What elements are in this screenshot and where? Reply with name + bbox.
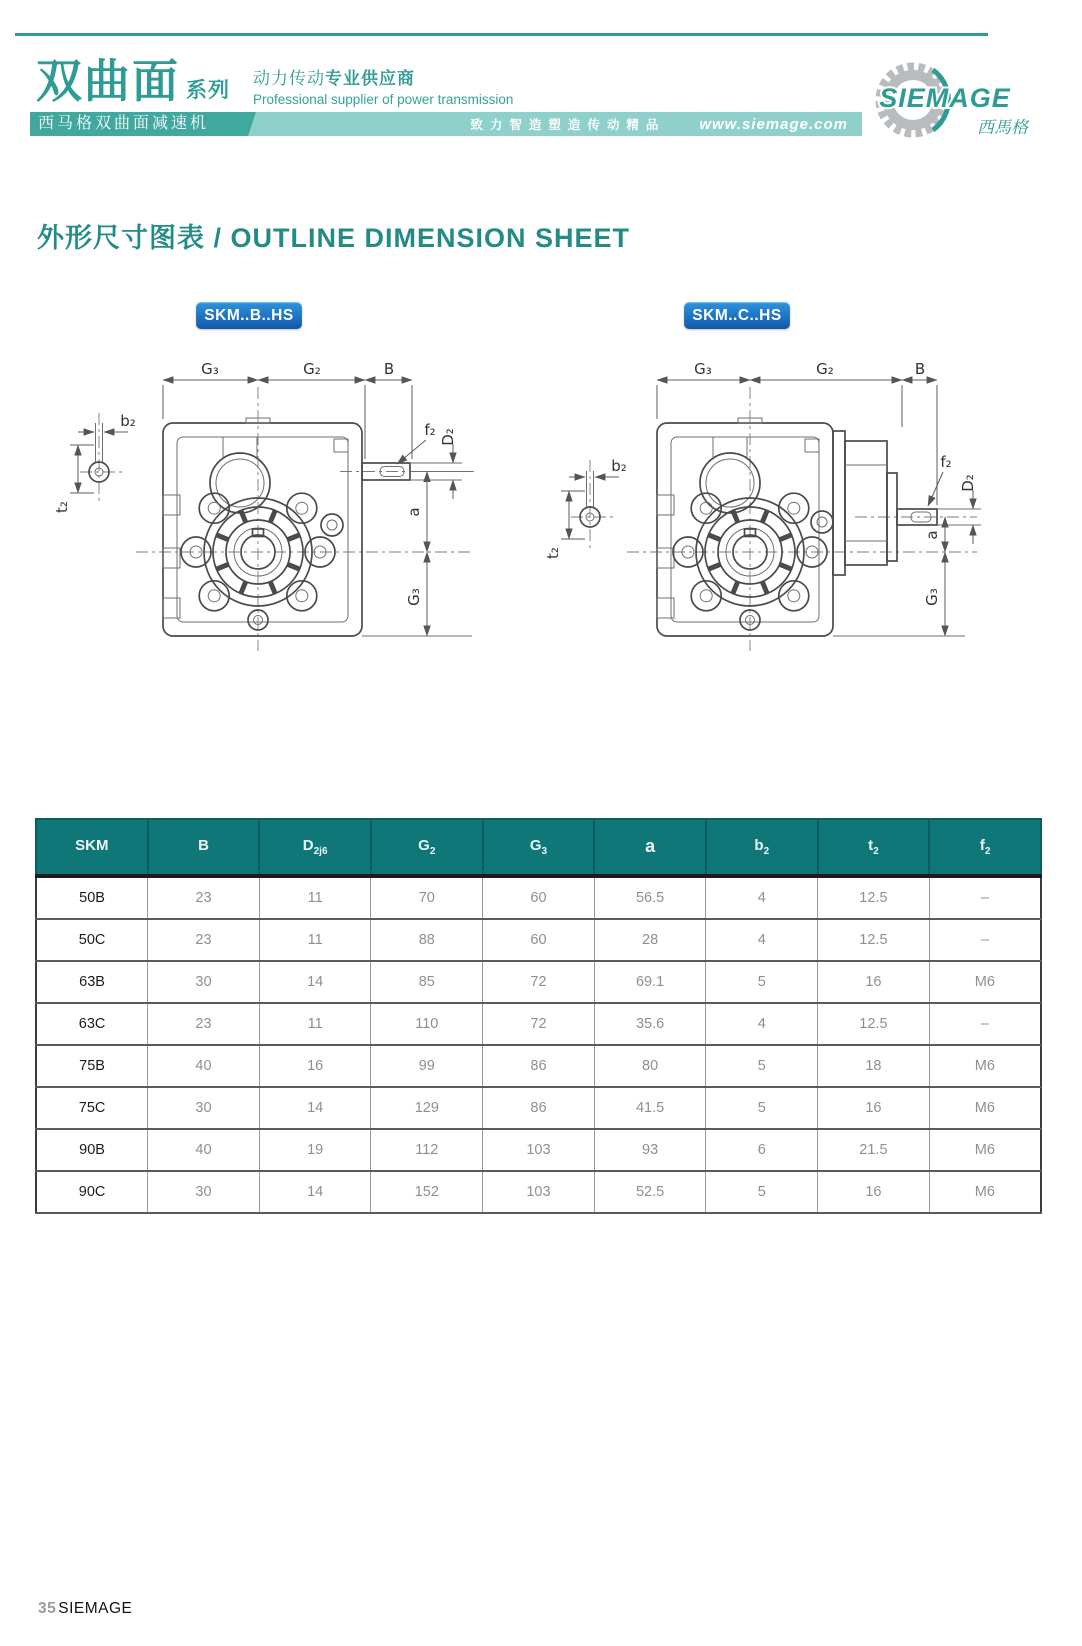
table-cell: 4 xyxy=(706,1003,818,1045)
col-header-d2j6: $D_{2j6}$ xyxy=(259,819,371,876)
col-header-t2: $t_2$ xyxy=(818,819,930,876)
header-banner xyxy=(30,112,862,136)
table-cell: 50C xyxy=(36,919,148,961)
dimension-table-body xyxy=(36,876,1041,1213)
table-cell: 16 xyxy=(259,1045,371,1087)
table-cell: 63B xyxy=(36,961,148,1003)
table-cell: 16 xyxy=(818,1087,930,1129)
dim-label-g3-side: G₃ xyxy=(405,588,423,606)
dim-label-f2: f₂ xyxy=(940,453,952,471)
dim-label-b2: b₂ xyxy=(611,457,627,475)
table-cell: – xyxy=(929,1003,1041,1045)
table-cell: 129 xyxy=(371,1087,483,1129)
col-header-skm: SKM xyxy=(36,819,148,876)
table-cell: 5 xyxy=(706,1087,818,1129)
table-cell: 103 xyxy=(483,1171,595,1213)
table-row-90b xyxy=(36,1129,1041,1171)
dim-label-a: a xyxy=(923,530,941,540)
dim-label-d2: D₂ xyxy=(959,474,977,492)
dim-label-f2: f₂ xyxy=(424,421,436,439)
table-cell: 72 xyxy=(483,1003,595,1045)
table-cell: 11 xyxy=(259,876,371,919)
table-cell: 103 xyxy=(483,1129,595,1171)
dim-label-t2: t₂ xyxy=(53,501,71,513)
side-bolt xyxy=(811,511,833,533)
table-cell: M6 xyxy=(929,1129,1041,1171)
table-cell: 52.5 xyxy=(594,1171,706,1213)
table-cell: 75C xyxy=(36,1087,148,1129)
col-header-b2: $b_2$ xyxy=(706,819,818,876)
table-row-63b xyxy=(36,961,1041,1003)
table-cell: 90C xyxy=(36,1171,148,1213)
tagline-en: Professional supplier of power transmission xyxy=(253,92,514,107)
top-rule xyxy=(15,33,988,36)
table-cell: 86 xyxy=(483,1087,595,1129)
table-cell: 11 xyxy=(259,1003,371,1045)
table-cell: 60 xyxy=(483,876,595,919)
table-cell: 14 xyxy=(259,961,371,1003)
siemage-logo xyxy=(845,50,1045,150)
outline-drawing-skm-c-hs xyxy=(525,345,985,655)
page-number: 35 xyxy=(38,1600,57,1617)
table-cell: 19 xyxy=(259,1129,371,1171)
table-cell: 70 xyxy=(371,876,483,919)
table-cell: 30 xyxy=(148,1087,260,1129)
outline-drawing-skm-b-hs xyxy=(40,345,500,655)
table-cell: 14 xyxy=(259,1087,371,1129)
centerlines xyxy=(571,387,977,651)
banner-slogan: 致力智造塑造传动精品 xyxy=(470,118,666,132)
dim-label-g3-side: G₃ xyxy=(923,588,941,606)
table-cell: 12.5 xyxy=(818,1003,930,1045)
tagline-cn xyxy=(253,64,513,89)
table-cell: 41.5 xyxy=(594,1087,706,1129)
table-cell: 56.5 xyxy=(594,876,706,919)
logo-cn-text: 西馬格 xyxy=(977,118,1028,137)
col-header-g2: $G_2$ xyxy=(371,819,483,876)
table-cell: 11 xyxy=(259,919,371,961)
table-cell: 16 xyxy=(818,1171,930,1213)
table-cell: 23 xyxy=(148,919,260,961)
table-cell: 18 xyxy=(818,1045,930,1087)
table-cell: – xyxy=(929,876,1041,919)
table-cell: 30 xyxy=(148,1171,260,1213)
page-footer xyxy=(38,1600,132,1618)
table-cell: 93 xyxy=(594,1129,706,1171)
page-title: 外形尺寸图表 / OUTLINE DIMENSION SHEET xyxy=(37,223,631,253)
series-title xyxy=(36,57,230,105)
table-cell: 60 xyxy=(483,919,595,961)
table-cell: 80 xyxy=(594,1045,706,1087)
table-cell: 14 xyxy=(259,1171,371,1213)
table-cell: 112 xyxy=(371,1129,483,1171)
table-cell: 152 xyxy=(371,1171,483,1213)
dim-label-d2: D₂ xyxy=(439,428,457,446)
centerlines xyxy=(80,387,474,651)
table-header-row xyxy=(36,819,1041,876)
table-cell: – xyxy=(929,919,1041,961)
dimension-table-head xyxy=(36,819,1041,876)
tagline-cn-bold: 专业供应商 xyxy=(325,69,415,88)
series-title-text: 双曲面 xyxy=(36,55,180,107)
table-cell: 21.5 xyxy=(818,1129,930,1171)
table-cell: 16 xyxy=(818,961,930,1003)
dim-label-b: B xyxy=(383,360,395,378)
table-cell: 40 xyxy=(148,1129,260,1171)
table-cell: M6 xyxy=(929,1171,1041,1213)
table-cell: 88 xyxy=(371,919,483,961)
table-row-50b xyxy=(36,876,1041,919)
dim-label-g2: G₂ xyxy=(303,360,321,378)
tagline-cn-normal: 动力传动 xyxy=(253,69,325,88)
dimension-table xyxy=(35,818,1042,1214)
side-bolt xyxy=(321,514,343,536)
dim-label-g3-top: G₃ xyxy=(694,360,712,378)
table-cell: 50B xyxy=(36,876,148,919)
col-header-a: a xyxy=(594,819,706,876)
dim-label-t2: t₂ xyxy=(544,547,562,559)
dim-label-b2: b₂ xyxy=(120,412,136,430)
banner-right xyxy=(470,112,848,136)
table-cell: 35.6 xyxy=(594,1003,706,1045)
col-header-b: B xyxy=(148,819,260,876)
table-cell: 4 xyxy=(706,919,818,961)
table-cell: 75B xyxy=(36,1045,148,1087)
table-cell: 85 xyxy=(371,961,483,1003)
col-header-f2: $f_2$ xyxy=(929,819,1041,876)
col-header-g3: $G_3$ xyxy=(483,819,595,876)
logo-wordmark: SIEMAGE xyxy=(879,83,1011,113)
dim-label-g2: G₂ xyxy=(816,360,834,378)
tagline xyxy=(253,64,513,107)
table-cell: 4 xyxy=(706,876,818,919)
table-row-63c xyxy=(36,1003,1041,1045)
table-cell: 110 xyxy=(371,1003,483,1045)
table-cell: 28 xyxy=(594,919,706,961)
series-suffix: 系列 xyxy=(186,79,230,102)
gearbox-housing xyxy=(163,418,362,636)
table-cell: 12.5 xyxy=(818,876,930,919)
table-cell: 69.1 xyxy=(594,961,706,1003)
footer-brand: SIEMAGE xyxy=(58,1600,133,1617)
website-url: www.siemage.com xyxy=(699,115,848,133)
table-cell: M6 xyxy=(929,1087,1041,1129)
table-cell: 5 xyxy=(706,1045,818,1087)
table-cell: 99 xyxy=(371,1045,483,1087)
dim-label-b: B xyxy=(914,360,926,378)
table-cell: 30 xyxy=(148,961,260,1003)
model-badge-skm-c-hs: SKM..C..HS xyxy=(684,302,790,329)
table-cell: 5 xyxy=(706,961,818,1003)
table-cell: 5 xyxy=(706,1171,818,1213)
table-cell: 6 xyxy=(706,1129,818,1171)
banner-subtitle: 西马格双曲面减速机 xyxy=(30,112,236,136)
table-cell: 23 xyxy=(148,1003,260,1045)
table-cell: 90B xyxy=(36,1129,148,1171)
table-row-75b xyxy=(36,1045,1041,1087)
table-row-50c xyxy=(36,919,1041,961)
table-row-90c xyxy=(36,1171,1041,1213)
table-cell: 86 xyxy=(483,1045,595,1087)
table-cell: 40 xyxy=(148,1045,260,1087)
table-cell: 12.5 xyxy=(818,919,930,961)
model-badge-skm-b-hs: SKM..B..HS xyxy=(196,302,302,329)
table-cell: 23 xyxy=(148,876,260,919)
table-cell: 72 xyxy=(483,961,595,1003)
table-cell: M6 xyxy=(929,961,1041,1003)
motor-flange-block xyxy=(833,431,897,575)
dim-label-g3-top: G₃ xyxy=(201,360,219,378)
table-cell: 63C xyxy=(36,1003,148,1045)
table-row-75c xyxy=(36,1087,1041,1129)
table-cell: M6 xyxy=(929,1045,1041,1087)
dim-label-a: a xyxy=(405,507,423,517)
